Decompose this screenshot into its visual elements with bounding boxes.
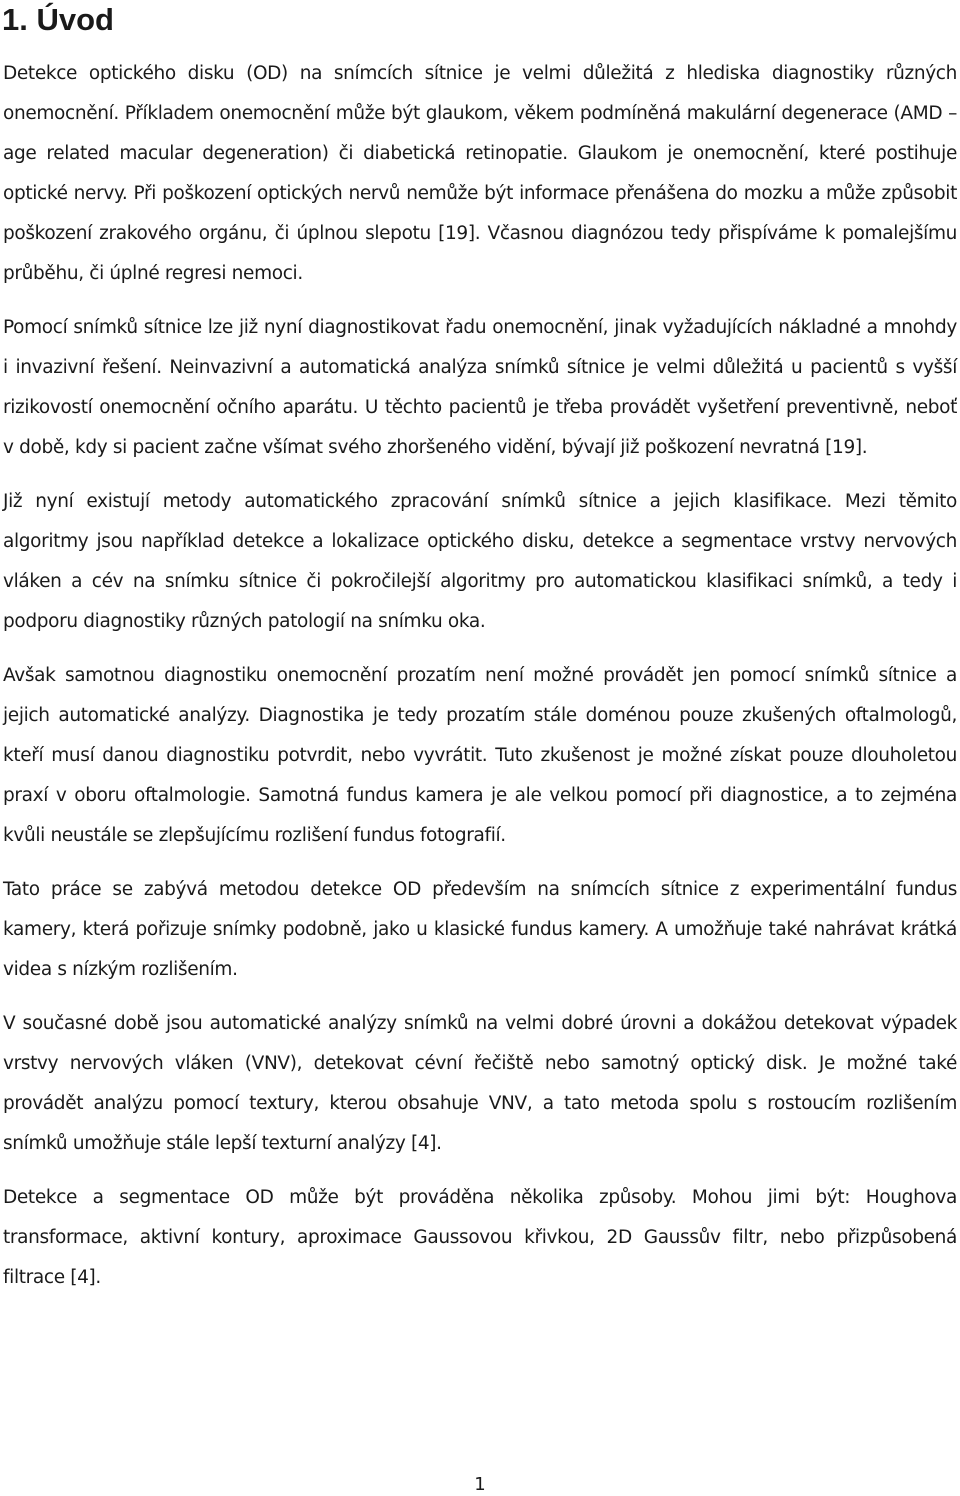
paragraph: Avšak samotnou diagnostiku onemocnění prozatím není možné provádět jen pomocí snímků sítnice a jejich automatické analýzy. Diagnostika je tedy prozatím stále doménou pouze zkušených oftalmologů, kteří musí danou diagnostiku potvrdit, nebo vyvrátit. Tuto zkušenost je možné získat pouze dlouholetou praxí v oboru oftalmologie. Samotná fundus kamera je ale velkou pomocí při diagnostice, a to zejména kvůli neustále se zlepšujícímu rozlišení fundus fotografií. [3, 665, 957, 846]
paragraph: V současné době jsou automatické analýzy snímků na velmi dobré úrovni a dokážou detekovat výpadek vrstvy nervových vláken (VNV), detekovat cévní řečiště nebo samotný optický disk. Je možné také provádět analýzu pomocí textury, kterou obsahuje VNV, a tato metoda spolu s rostoucím rozlišením snímků umožňuje stále lepší texturní analýzy [4]. [3, 1013, 957, 1154]
paragraph: Pomocí snímků sítnice lze již nyní diagnostikovat řadu onemocnění, jinak vyžadujících nákladné a mnohdy i invazivní řešení. Neinvazivní a automatická analýza snímků sítnice je velmi důležitá u pacientů s vyšší rizikovostí onemocnění očního aparátu. U těchto pacientů je třeba provádět vyšetření preventivně, neboť v době, kdy si pacient začne všímat svého zhoršeného vidění, bývají již poškození nevratná [19]. [3, 317, 957, 458]
section-heading: 1. Úvod [2, 2, 114, 37]
paragraph: Již nyní existují metody automatického zpracování snímků sítnice a jejich klasifikace. Mezi těmito algoritmy jsou například detekce a lokalizace optického disku, detekce a segmentace vrstvy nervových vláken a cév na snímku sítnice či pokročilejší algoritmy pro automatickou klasifikaci snímků, a tedy i podporu diagnostiky různých patologií na snímku oka. [3, 491, 957, 632]
paragraph: Tato práce se zabývá metodou detekce OD především na snímcích sítnice z experimentální fundus kamery, která pořizuje snímky podobně, jako u klasické fundus kamery. A umožňuje také nahrávat krátká videa s nízkým rozlišením. [3, 879, 957, 980]
paragraph: Detekce a segmentace OD může být prováděna několika způsoby. Mohou jimi být: Houghova transformace, aktivní kontury, aproximace Gaussovou křivkou, 2D Gaussův filtr, nebo přizpůsobená filtrace [4]. [3, 1187, 957, 1288]
paragraph: Detekce optického disku (OD) na snímcích sítnice je velmi důležitá z hlediska diagnostiky různých onemocnění. Příkladem onemocnění může být glaukom, věkem podmíněná makulární degenerace (AMD – age related macular degeneration) či diabetická retinopatie. Glaukom je onemocnění, které postihuje optické nervy. Při poškození optických nervů nemůže být informace přenášena do mozku a může způsobit poškození zrakového orgánu, či úplnou slepotu [19]. Včasnou diagnózou tedy přispíváme k pomalejšímu průběhu, či úplné regresi nemoci. [3, 63, 957, 284]
page-number: 1 [474, 1474, 486, 1495]
body-text [3, 54, 957, 1312]
